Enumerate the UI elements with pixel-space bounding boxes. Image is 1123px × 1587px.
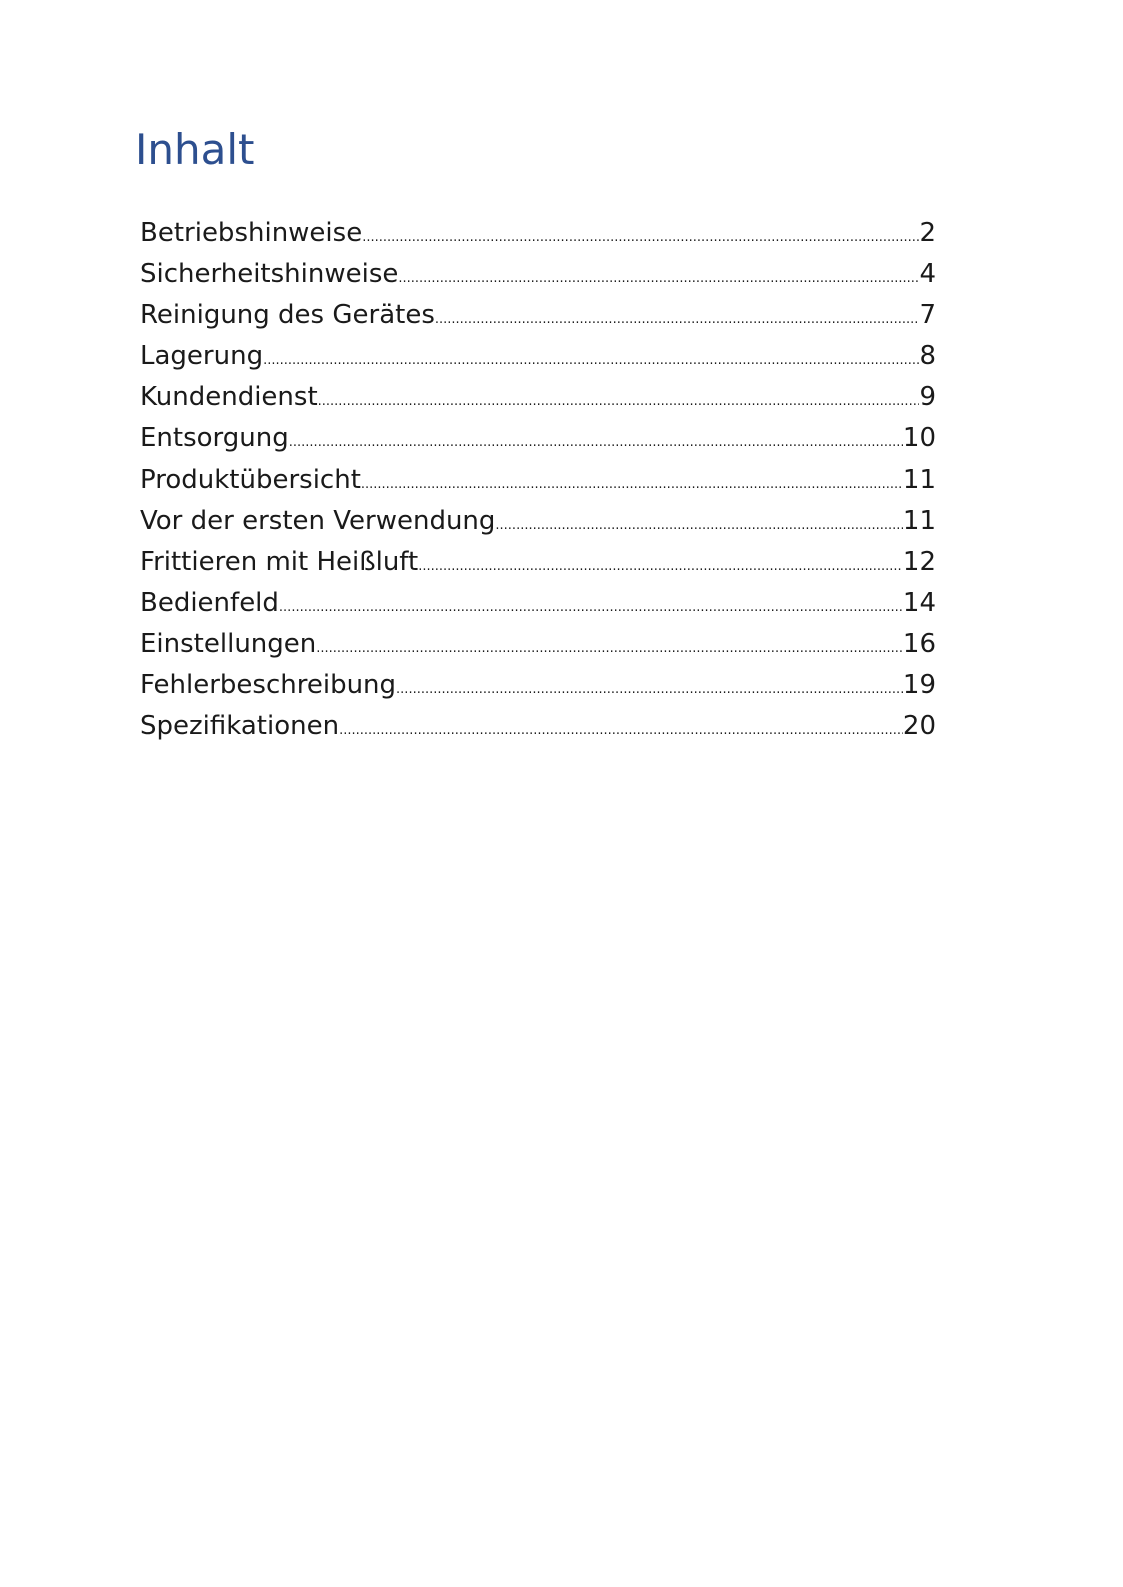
toc-entry-page: 16: [902, 628, 936, 659]
toc-entry[interactable]: [140, 213, 936, 254]
toc-entry[interactable]: [140, 706, 936, 747]
toc-entry[interactable]: [140, 665, 936, 706]
toc-entry-page: 7: [919, 300, 936, 331]
toc-dot-leader: [361, 464, 903, 505]
toc-entry[interactable]: [140, 624, 936, 665]
toc-dot-leader: [339, 710, 903, 751]
toc-entry[interactable]: [140, 254, 936, 295]
toc-entry-label: Spezifikationen: [140, 711, 340, 742]
toc-entry-label: Entsorgung: [140, 423, 289, 454]
toc-entry[interactable]: [140, 542, 936, 583]
toc-dot-leader: [316, 628, 903, 669]
toc-dot-leader: [418, 546, 903, 587]
toc-dot-leader: [279, 587, 903, 628]
toc-dot-leader: [263, 340, 919, 381]
toc-entry-label: Frittieren mit Heißluft: [140, 546, 419, 577]
toc-entry-page: 2: [919, 218, 936, 248]
toc-entry-page: 8: [919, 341, 936, 372]
toc-entry-page: 9: [919, 382, 936, 413]
toc-entry-label: Einstellungen: [140, 628, 317, 659]
toc-entry-label: Reinigung des Gerätes: [140, 300, 435, 331]
toc-entry[interactable]: [140, 336, 936, 377]
toc-entry-page: 10: [902, 423, 936, 454]
toc-dot-leader: [398, 258, 919, 299]
toc-entry-page: 11: [902, 464, 936, 495]
toc-entry-label: Fehlerbeschreibung: [140, 670, 397, 701]
toc-entry[interactable]: [140, 501, 936, 542]
table-of-contents: [140, 213, 936, 747]
toc-entry-page: 19: [902, 670, 936, 701]
toc-entry-label: Betriebshinweise: [140, 218, 363, 248]
toc-entry-page: 14: [902, 587, 936, 618]
toc-dot-leader: [396, 669, 903, 710]
toc-entry-label: Kundendienst: [140, 382, 318, 413]
page-title: Inhalt: [135, 125, 255, 174]
toc-entry-label: Lagerung: [140, 341, 264, 372]
toc-entry-label: Produktübersicht: [140, 464, 361, 495]
toc-entry-page: 4: [919, 259, 936, 290]
toc-dot-leader: [362, 217, 919, 258]
toc-entry-page: 11: [902, 505, 936, 536]
toc-entry[interactable]: [140, 460, 936, 501]
toc-entry-label: Sicherheitshinweise: [140, 259, 399, 290]
toc-entry-page: 20: [902, 711, 936, 742]
toc-entry-page: 12: [902, 546, 936, 577]
toc-entry[interactable]: [140, 377, 936, 418]
toc-entry[interactable]: [140, 583, 936, 624]
toc-entry[interactable]: [140, 418, 936, 459]
toc-entry-label: Bedienfeld: [140, 587, 279, 618]
toc-dot-leader: [495, 505, 903, 546]
toc-dot-leader: [435, 299, 920, 340]
toc-entry-label: Vor der ersten Verwendung: [140, 505, 496, 536]
toc-dot-leader: [318, 381, 920, 422]
toc-entry[interactable]: [140, 295, 936, 336]
toc-dot-leader: [289, 422, 903, 463]
